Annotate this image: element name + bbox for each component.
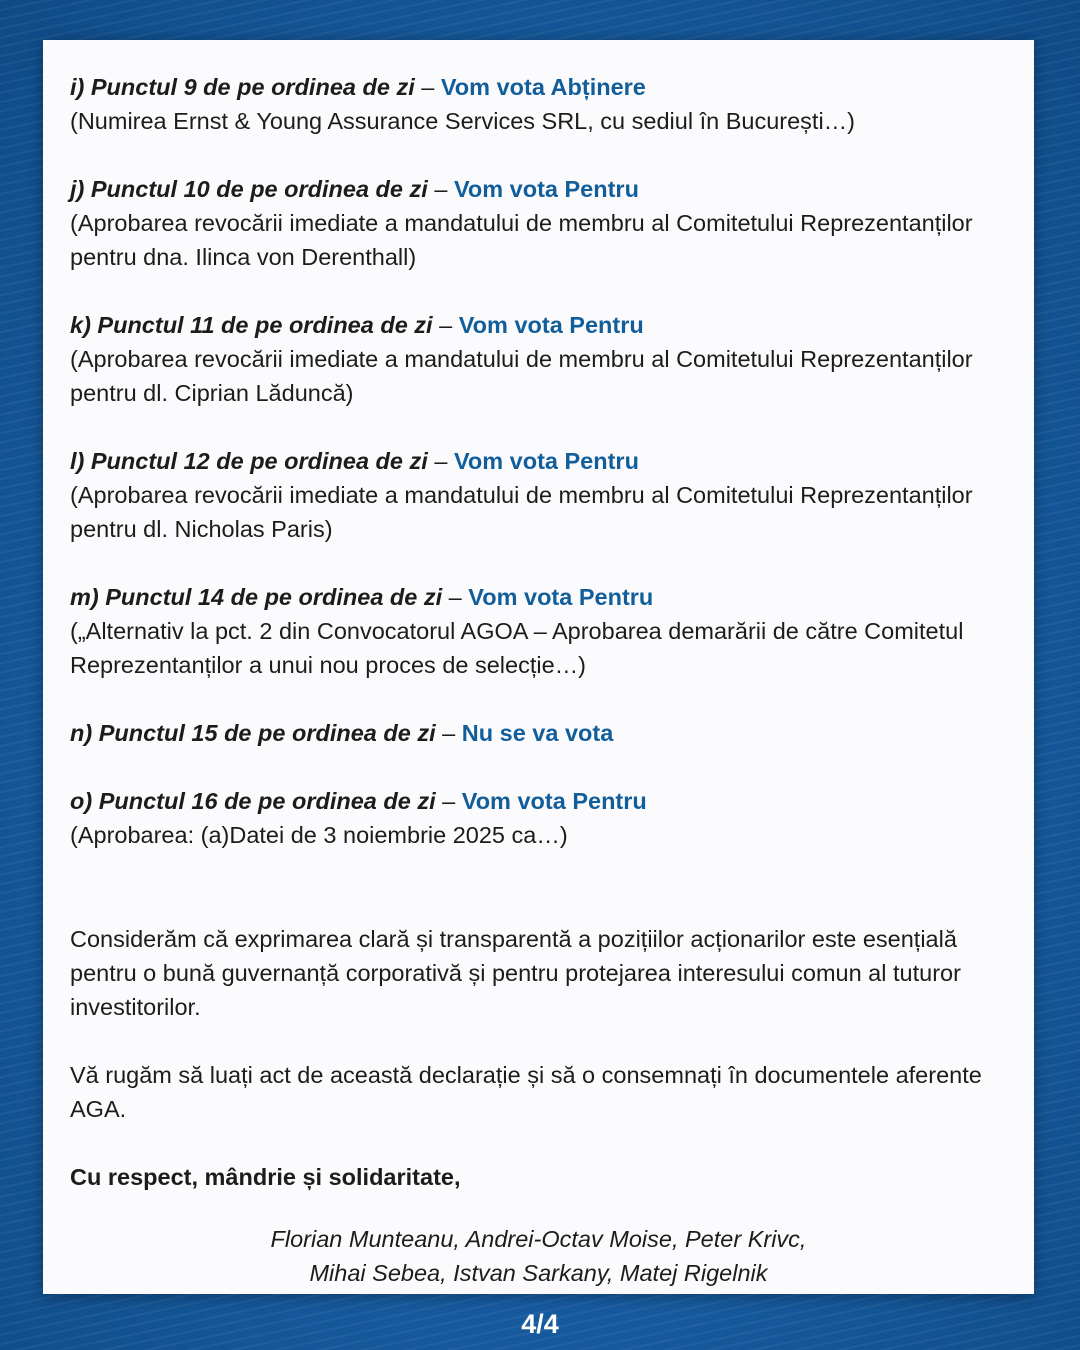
vote-decision: Vom vota Pentru: [453, 176, 639, 202]
agenda-item-description: (Aprobarea revocării imediate a mandatului de membru al Comitetului Reprezentanților pentru dl. Ciprian Lăduncă): [70, 346, 973, 406]
dash-separator: –: [435, 720, 462, 746]
agenda-item-11: [70, 308, 1007, 410]
vote-decision: Vom vota Abținere: [440, 74, 646, 100]
signatories-line-1: Florian Munteanu, Andrei-Octav Moise, Peter Krivc,: [270, 1226, 807, 1252]
vote-decision: Vom vota Pentru: [461, 788, 647, 814]
agenda-item-description: (Aprobarea: (a)Datei de 3 noiembrie 2025 ca…): [70, 822, 568, 848]
agenda-item-14: [70, 580, 1007, 682]
spacer: [70, 886, 1007, 922]
dash-separator: –: [435, 788, 462, 814]
dash-separator: –: [427, 448, 454, 474]
document-card: [43, 40, 1034, 1294]
request-paragraph: Vă rugăm să luați act de această declarație și să o consemnați în documentele aferente AGA.: [70, 1062, 982, 1122]
closing-salutation: Cu respect, mândrie și solidaritate,: [70, 1164, 461, 1190]
agenda-item-15: [70, 716, 1007, 750]
agenda-item-9: [70, 70, 1007, 138]
signatories-line-2: Mihai Sebea, Istvan Sarkany, Matej Rigelnik: [309, 1260, 768, 1286]
vote-decision: Vom vota Pentru: [458, 312, 644, 338]
agenda-item-heading: m) Punctul 14 de pe ordinea de zi: [70, 584, 443, 610]
agenda-item-heading: l) Punctul 12 de pe ordinea de zi: [70, 448, 428, 474]
agenda-item-heading: n) Punctul 15 de pe ordinea de zi: [70, 720, 436, 746]
vote-decision: Vom vota Pentru: [453, 448, 639, 474]
signatories: [70, 1222, 1007, 1290]
agenda-item-description: (Aprobarea revocării imediate a mandatului de membru al Comitetului Reprezentanților pentru dl. Nicholas Paris): [70, 482, 973, 542]
dash-separator: –: [414, 74, 441, 100]
agenda-item-heading: i) Punctul 9 de pe ordinea de zi: [70, 74, 415, 100]
agenda-item-heading: k) Punctul 11 de pe ordinea de zi: [70, 312, 433, 338]
agenda-item-10: [70, 172, 1007, 274]
agenda-item-16: [70, 784, 1007, 852]
agenda-item-heading: j) Punctul 10 de pe ordinea de zi: [70, 176, 428, 202]
page-number: 4/4: [521, 1309, 559, 1339]
agenda-item-description: (Numirea Ernst & Young Assurance Services SRL, cu sediul în București…): [70, 108, 856, 134]
dash-separator: –: [442, 584, 469, 610]
vote-decision: Nu se va vota: [461, 720, 614, 746]
agenda-item-heading: o) Punctul 16 de pe ordinea de zi: [70, 788, 436, 814]
dash-separator: –: [427, 176, 454, 202]
vote-decision: Vom vota Pentru: [468, 584, 654, 610]
agenda-item-description: (Aprobarea revocării imediate a mandatului de membru al Comitetului Reprezentanților pentru dna. Ilinca von Derenthall): [70, 210, 973, 270]
dash-separator: –: [432, 312, 459, 338]
statement-paragraph: Considerăm că exprimarea clară și transparentă a pozițiilor acționarilor este esențială pentru o bună guvernanță corporativă și pentru protejarea interesului comun al tuturor investitorilor.: [70, 926, 961, 1020]
agenda-item-12: [70, 444, 1007, 546]
agenda-item-description: („Alternativ la pct. 2 din Convocatorul AGOA – Aprobarea demarării de către Comitetul Reprezentanților a unui nou proces de selecție…): [70, 618, 964, 678]
